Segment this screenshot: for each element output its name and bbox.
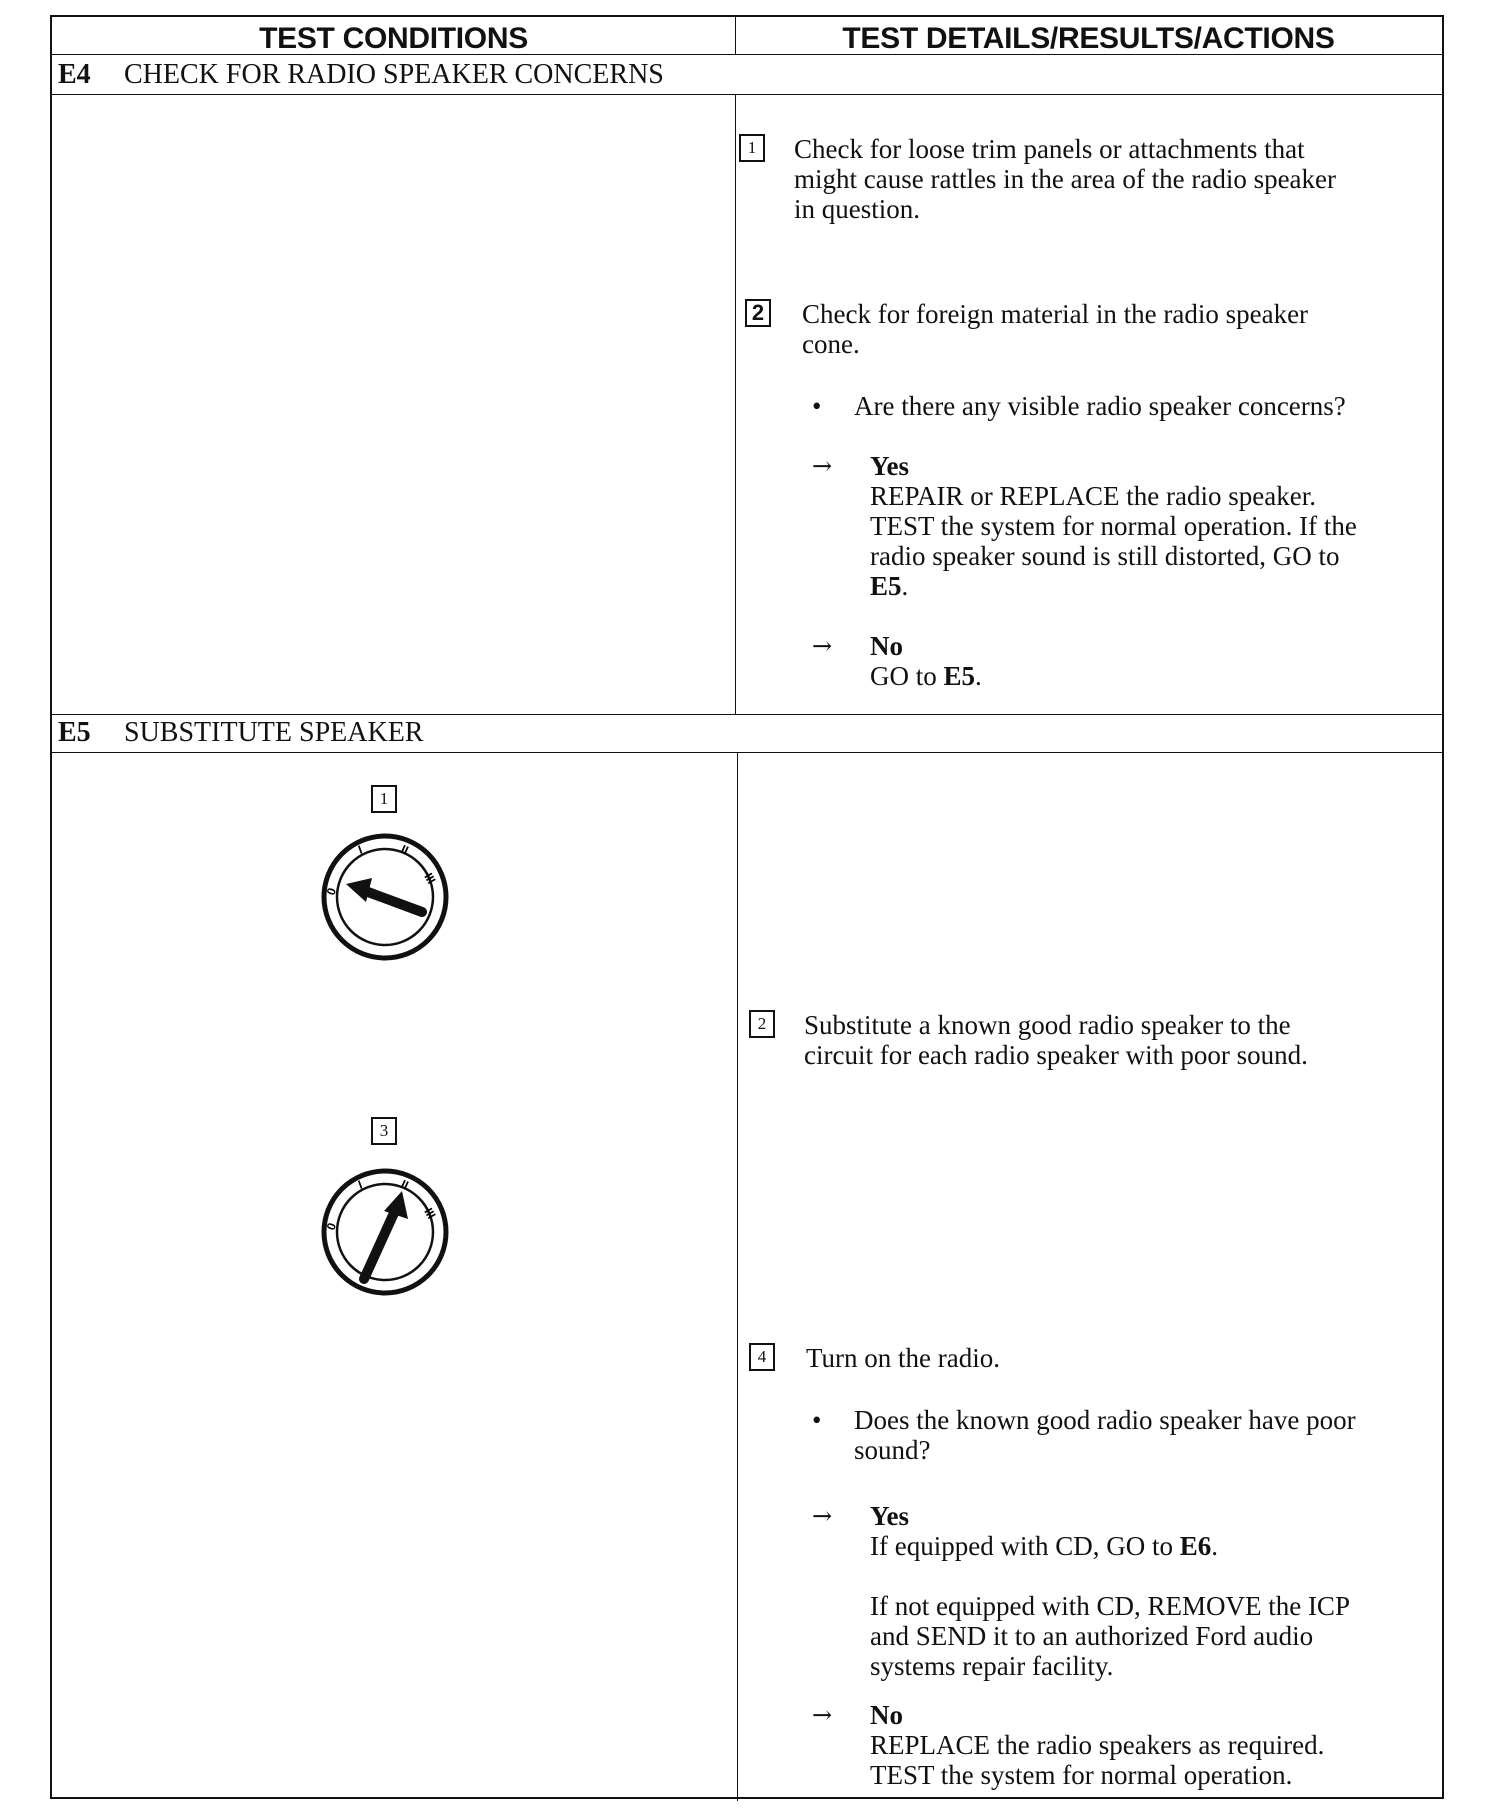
dial-mark-3: III xyxy=(421,1205,439,1222)
dial-mark-3: III xyxy=(421,870,439,887)
e5-section-title xyxy=(58,715,423,751)
e4-yes-line: REPAIR or REPLACE the radio speaker. xyxy=(870,481,1316,511)
e5-no-line: TEST the system for normal operation. xyxy=(870,1760,1293,1790)
bullet-icon: • xyxy=(812,1405,822,1435)
e5-no-line: REPLACE the radio speakers as required. xyxy=(870,1730,1325,1760)
e5-column-divider xyxy=(737,752,738,1801)
e5-yes-label: Yes xyxy=(870,1501,909,1531)
e4-step1-number: 1 xyxy=(739,134,765,162)
e5-yes-ref: E6 xyxy=(1179,1531,1212,1561)
e5-title-rule xyxy=(52,752,1442,753)
e4-step1-line: might cause rattles in the area of the radio speaker xyxy=(794,164,1337,194)
e5-code: E5 xyxy=(58,717,91,748)
e5-dial3-number: 3 xyxy=(371,1117,397,1145)
e4-yes-label: Yes xyxy=(870,451,909,481)
e5-title: SUBSTITUTE SPEAKER xyxy=(124,717,424,748)
e5-step2-line: Substitute a known good radio speaker to the xyxy=(804,1010,1291,1040)
dial-mark-2: II xyxy=(398,1177,411,1193)
diagnostic-table xyxy=(50,15,1444,1799)
e4-title: CHECK FOR RADIO SPEAKER CONCERNS xyxy=(124,59,664,90)
e4-step2-number: 2 xyxy=(745,299,771,327)
e4-code: E4 xyxy=(58,59,91,90)
arrow-right-icon: → xyxy=(812,452,833,480)
e4-no-answer xyxy=(812,631,1432,693)
ignition-dial-run-icon xyxy=(320,1167,450,1297)
e4-step2-line: cone. xyxy=(802,329,860,359)
e5-yes-line: and SEND it to an authorized Ford audio xyxy=(870,1621,1314,1651)
e5-no-answer xyxy=(812,1700,1432,1792)
arrow-right-icon: → xyxy=(812,632,833,660)
e4-step2-text xyxy=(802,299,1432,359)
e4-step1-line: Check for loose trim panels or attachments that xyxy=(794,134,1305,164)
e5-yes-ref-suffix: . xyxy=(1211,1531,1218,1561)
e4-yes-ref: E5 xyxy=(870,571,902,601)
e5-question-line: sound? xyxy=(854,1435,931,1465)
e5-question-line: Does the known good radio speaker have poor xyxy=(854,1405,1356,1435)
e5-step2-text xyxy=(804,1010,1434,1070)
e4-no-label: No xyxy=(870,631,903,661)
e5-yes-body xyxy=(870,1531,1350,1681)
e4-yes-line: radio speaker sound is still distorted, GO to xyxy=(870,541,1340,571)
e5-step2-number: 2 xyxy=(749,1010,775,1038)
dial-mark-0: 0 xyxy=(323,885,340,898)
dial-mark-2: II xyxy=(398,842,411,858)
arrow-right-icon: → xyxy=(812,1701,833,1729)
e4-step1-line: in question. xyxy=(794,194,920,224)
dial-mark-1: I xyxy=(356,1177,365,1192)
ignition-dial-off-icon xyxy=(320,832,450,962)
e5-yes-line1: If equipped with CD, GO to xyxy=(870,1531,1180,1561)
e4-title-rule xyxy=(52,94,1442,95)
e4-no-body xyxy=(870,661,982,691)
e5-yes-line: If not equipped with CD, REMOVE the ICP xyxy=(870,1591,1350,1621)
header-test-conditions: TEST CONDITIONS xyxy=(259,22,528,55)
ignition-switch-off-diagram xyxy=(320,832,450,967)
e5-step4-number: 4 xyxy=(749,1343,775,1371)
e5-step4-text: Turn on the radio. xyxy=(806,1343,1000,1373)
e4-no-prefix: GO to xyxy=(870,661,944,691)
e5-question-text xyxy=(854,1405,1356,1465)
e4-yes-ref-suffix: . xyxy=(901,571,909,601)
ignition-switch-run-diagram xyxy=(320,1167,450,1302)
arrow-right-icon: → xyxy=(812,1502,833,1530)
e4-yes-line: TEST the system for normal operation. If the xyxy=(870,511,1357,541)
e4-step2-line: Check for foreign material in the radio speaker xyxy=(802,299,1309,329)
e4-step1-text xyxy=(794,134,1434,224)
e4-no-suffix: . xyxy=(975,661,982,691)
dial-mark-0: 0 xyxy=(323,1220,340,1233)
e4-column-divider xyxy=(735,94,736,714)
e4-question-text: Are there any visible radio speaker concerns? xyxy=(854,391,1346,421)
e5-no-body xyxy=(870,1730,1324,1790)
e5-question xyxy=(812,1405,1432,1465)
e5-yes-answer xyxy=(812,1501,1432,1691)
e5-dial1-number: 1 xyxy=(371,785,397,813)
e5-yes-line: systems repair facility. xyxy=(870,1651,1114,1681)
e5-step2-line: circuit for each radio speaker with poor sound. xyxy=(804,1040,1308,1070)
e4-yes-answer xyxy=(812,451,1432,607)
e4-yes-body xyxy=(870,481,1357,601)
e4-no-ref: E5 xyxy=(943,661,976,691)
dial-mark-1: I xyxy=(356,842,365,857)
e4-section-title xyxy=(58,57,664,93)
e5-no-label: No xyxy=(870,1700,903,1730)
bullet-icon: • xyxy=(812,391,822,421)
header-test-details: TEST DETAILS/RESULTS/ACTIONS xyxy=(842,22,1335,55)
